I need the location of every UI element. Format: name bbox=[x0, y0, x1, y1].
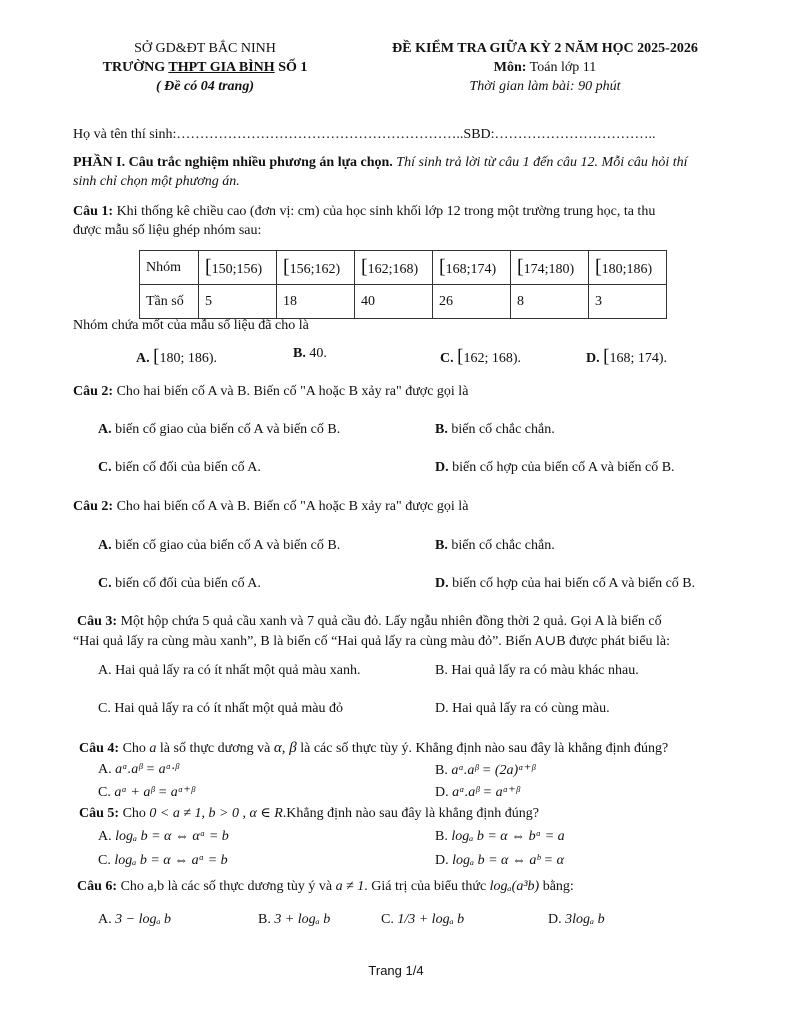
table-cell: [150;156) bbox=[199, 251, 277, 285]
q4-option-b[interactable]: B. aᵅ.aᵝ = (2a)ᵅ⁺ᵝ bbox=[435, 763, 536, 778]
q6-option-d[interactable]: D. 3logₐ b bbox=[548, 912, 605, 927]
q2a-option-a[interactable]: A. biến cố giao của biến cố A và biến cố B. bbox=[98, 422, 341, 437]
q1-option-b[interactable]: B. 40. bbox=[293, 346, 327, 361]
q5-option-b[interactable]: B. logₐ b = α ⇔ bᵅ = a bbox=[435, 829, 565, 844]
table-cell: [174;180) bbox=[511, 251, 589, 285]
student-info-line: Họ và tên thí sinh:……………………………………………………..SBD:…………………………….. bbox=[73, 127, 656, 142]
q1-option-d[interactable]: D. [168; 174). bbox=[586, 346, 668, 367]
q2b-option-d[interactable]: D. biến cố hợp của hai biến cố A và biến cố B. bbox=[435, 576, 696, 591]
table-cell: Nhóm bbox=[140, 251, 199, 285]
q1-option-a[interactable]: A. [180; 186). bbox=[136, 346, 218, 367]
time-note: Thời gian làm bài: 90 phút bbox=[469, 79, 621, 94]
q6-option-c[interactable]: C. 1/3 + logₐ b bbox=[381, 912, 465, 927]
q2b-option-b[interactable]: B. biến cố chắc chắn. bbox=[435, 538, 555, 553]
q5-text: Câu 5: Cho 0 < a ≠ 1, b > 0 , α ∈ R.Khẳng định nào sau đây là khẳng định đúng? bbox=[79, 806, 539, 821]
q3-option-d[interactable]: D. Hai quả lấy ra có cùng màu. bbox=[435, 701, 610, 716]
table-row bbox=[140, 285, 667, 319]
q6-option-a[interactable]: A. 3 − logₐ b bbox=[98, 912, 172, 927]
q3-option-b[interactable]: B. Hai quả lấy ra có màu khác nhau. bbox=[435, 663, 639, 678]
table-cell: Tần số bbox=[140, 285, 199, 319]
frequency-table bbox=[139, 250, 667, 319]
q5-option-a[interactable]: A. logₐ b = α ⇔ αᵃ = b bbox=[98, 829, 229, 844]
page-number: Trang 1/4 bbox=[368, 963, 424, 978]
school-name: TRƯỜNG THPT GIA BÌNH SỐ 1 bbox=[102, 60, 308, 75]
table-cell: 5 bbox=[199, 285, 277, 319]
q3-option-c[interactable]: C. Hai quả lấy ra có ít nhất một quả màu đỏ bbox=[98, 701, 343, 716]
table-cell: [162;168) bbox=[355, 251, 433, 285]
table-cell: [180;186) bbox=[589, 251, 667, 285]
q4-option-c[interactable]: C. aᵅ + aᵝ = aᵅ⁺ᵝ bbox=[98, 785, 195, 800]
q1-option-c[interactable]: C. [162; 168). bbox=[440, 346, 522, 367]
q6-text: Câu 6: Cho a,b là các số thực dương tùy ý và a ≠ 1. Giá trị của biểu thức logₐ(a³b) bằng: bbox=[77, 879, 574, 894]
q1-question: Nhóm chứa mốt của mẫu số liệu đã cho là bbox=[73, 318, 309, 333]
q5-option-c[interactable]: C. logₐ b = α ⇔ aᵅ = b bbox=[98, 853, 228, 868]
pages-note: ( Đề có 04 trang) bbox=[156, 79, 254, 94]
table-cell: 26 bbox=[433, 285, 511, 319]
q3-text-line2: “Hai quả lấy ra cùng màu xanh”, B là biến cố “Hai quả lấy ra cùng màu đỏ”. Biến A∪B được phát biểu là: bbox=[73, 634, 671, 649]
table-cell: 8 bbox=[511, 285, 589, 319]
subject-line: Môn: Toán lớp 11 bbox=[493, 60, 597, 75]
table-cell: [168;174) bbox=[433, 251, 511, 285]
q2b-option-a[interactable]: A. biến cố giao của biến cố A và biến cố B. bbox=[98, 538, 341, 553]
q2a-option-c[interactable]: C. biến cố đối của biến cố A. bbox=[98, 460, 261, 475]
q2a-option-d[interactable]: D. biến cố hợp của biến cố A và biến cố B. bbox=[435, 460, 675, 475]
q4-option-a[interactable]: A. aᵅ.aᵝ = aᵅ·ᵝ bbox=[98, 762, 179, 777]
q2a-text: Câu 2: Cho hai biến cố A và B. Biến cố "A hoặc B xảy ra" được gọi là bbox=[73, 384, 469, 399]
q6-option-b[interactable]: B. 3 + logₐ b bbox=[258, 912, 331, 927]
q2b-text: Câu 2: Cho hai biến cố A và B. Biến cố "A hoặc B xảy ra" được gọi là bbox=[73, 499, 469, 514]
q1-text-line2: được mẫu số liệu ghép nhóm sau: bbox=[73, 223, 262, 238]
part1-heading: PHẦN I. Câu trắc nghiệm nhiều phương án lựa chọn. Thí sinh trả lời từ câu 1 đến câu 12. Mỗi câu hỏi thí bbox=[73, 155, 688, 170]
exam-title: ĐỀ KIỂM TRA GIỮA KỲ 2 NĂM HỌC 2025-2026 bbox=[392, 41, 698, 56]
q3-option-a[interactable]: A. Hai quả lấy ra có ít nhất một quả màu xanh. bbox=[98, 663, 361, 678]
q1-text-line1: Câu 1: Khi thống kê chiều cao (đơn vị: cm) của học sinh khối lớp 12 trong một trường trung học, ta thu bbox=[73, 204, 656, 219]
q4-text: Câu 4: Cho a là số thực dương và α, β là các số thực tùy ý. Khẳng định nào sau đây là khẳng định đúng? bbox=[79, 740, 669, 756]
q2a-option-b[interactable]: B. biến cố chắc chắn. bbox=[435, 422, 555, 437]
q2b-option-c[interactable]: C. biến cố đối của biến cố A. bbox=[98, 576, 261, 591]
q5-option-d[interactable]: D. logₐ b = α ⇔ aᵇ = α bbox=[435, 853, 564, 868]
table-cell: [156;162) bbox=[277, 251, 355, 285]
q3-text-line1: Câu 3: Một hộp chứa 5 quả cầu xanh và 7 quả cầu đỏ. Lấy ngẫu nhiên đồng thời 2 quả. Gọi A là biến cố bbox=[77, 614, 662, 629]
part1-instructions: sinh chỉ chọn một phương án. bbox=[73, 174, 240, 189]
table-cell: 18 bbox=[277, 285, 355, 319]
q4-option-d[interactable]: D. aᵅ.aᵝ = aᵅ⁺ᵝ bbox=[435, 785, 520, 800]
table-cell: 3 bbox=[589, 285, 667, 319]
dept-name: SỞ GD&ĐT BẮC NINH bbox=[134, 41, 276, 56]
table-row bbox=[140, 251, 667, 285]
table-cell: 40 bbox=[355, 285, 433, 319]
